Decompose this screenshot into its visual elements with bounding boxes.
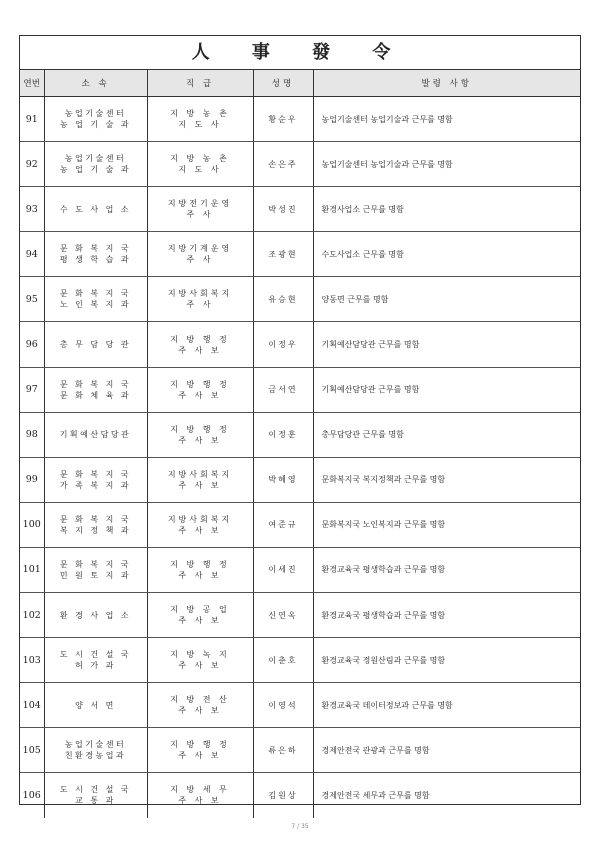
department-cell (44, 638, 147, 683)
table-row (20, 187, 580, 232)
table-row (20, 593, 580, 638)
name-cell: 이영석 (253, 683, 313, 728)
department-cell (44, 322, 147, 367)
table-row (20, 728, 580, 773)
department-cell (44, 547, 147, 592)
grade-line: 주 사 (186, 255, 214, 265)
table-row (20, 367, 580, 412)
table-row (20, 457, 580, 502)
department-line: 문 화 복 지 국 (59, 379, 132, 389)
grade-cell (147, 412, 253, 457)
header-serial: 연번 (20, 70, 44, 97)
document-title: 人 事 發 令 (20, 36, 580, 70)
serial-cell: 101 (20, 547, 44, 592)
department-cell (44, 97, 147, 142)
name-cell: 금서연 (253, 367, 313, 412)
name-cell: 유승현 (253, 277, 313, 322)
department-line: 농 업 기 술 과 (59, 120, 132, 130)
name-cell: 신연옥 (253, 593, 313, 638)
table-row (20, 773, 580, 818)
serial-cell: 103 (20, 638, 44, 683)
grade-line: 주 사 보 (178, 345, 222, 355)
grade-line: 지 방 농 촌 (170, 154, 230, 164)
department-line: 문 화 복 지 국 (59, 289, 132, 299)
grade-line: 지 방 행 정 (170, 740, 230, 750)
order-cell: 수도사업소 근무를 명함 (313, 232, 580, 277)
department-cell (44, 773, 147, 818)
department-line: 문 화 복 지 국 (59, 244, 132, 254)
department-line: 농업기술센터 (64, 740, 127, 750)
order-cell: 문화복지국 복지정책과 근무를 명함 (313, 457, 580, 502)
grade-cell (147, 728, 253, 773)
table-row (20, 97, 580, 142)
grade-line: 지방기계운영 (167, 244, 233, 254)
serial-cell: 97 (20, 367, 44, 412)
department-line: 농 업 기 술 과 (59, 165, 132, 175)
serial-cell: 93 (20, 187, 44, 232)
grade-cell (147, 593, 253, 638)
header-grade: 직 급 (147, 70, 253, 97)
department-cell (44, 457, 147, 502)
serial-cell: 105 (20, 728, 44, 773)
grade-line: 지 방 세 무 (170, 785, 230, 795)
grade-line: 주 사 (186, 210, 214, 220)
grade-cell (147, 367, 253, 412)
department-cell (44, 728, 147, 773)
grade-line: 지방사회복지 (167, 469, 233, 479)
grade-line: 주 사 보 (178, 525, 222, 535)
grade-cell (147, 232, 253, 277)
department-cell (44, 187, 147, 232)
table-row (20, 547, 580, 592)
grade-line: 주 사 보 (178, 751, 222, 761)
grade-line: 주 사 보 (178, 435, 222, 445)
department-line: 교 통 과 (75, 796, 116, 806)
name-cell: 박성진 (253, 187, 313, 232)
personnel-table (20, 70, 580, 818)
name-cell: 황순우 (253, 97, 313, 142)
department-cell (44, 412, 147, 457)
name-cell: 이세진 (253, 547, 313, 592)
table-row (20, 277, 580, 322)
grade-line: 주 사 보 (178, 706, 222, 716)
order-cell: 기획예산담당관 근무를 명함 (313, 367, 580, 412)
name-cell: 이정우 (253, 322, 313, 367)
order-cell: 총무담당관 근무를 명함 (313, 412, 580, 457)
table-row (20, 638, 580, 683)
grade-cell (147, 142, 253, 187)
department-line: 농업기술센터 (64, 109, 127, 119)
serial-cell: 102 (20, 593, 44, 638)
grade-cell (147, 97, 253, 142)
grade-cell (147, 187, 253, 232)
header-order: 발령 사항 (313, 70, 580, 97)
grade-line: 지 방 녹 지 (170, 650, 230, 660)
department-line: 문 화 체 육 과 (59, 390, 132, 400)
department-line: 도 시 건 설 국 (59, 785, 132, 795)
department-cell (44, 142, 147, 187)
department-cell (44, 367, 147, 412)
department-line: 복 지 정 책 과 (59, 525, 132, 535)
order-cell: 환경교육국 평생학습과 근무를 명함 (313, 547, 580, 592)
order-cell: 경제안전국 관광과 근무를 명함 (313, 728, 580, 773)
name-cell: 이춘호 (253, 638, 313, 683)
order-cell: 문화복지국 노인복지과 근무를 명함 (313, 502, 580, 547)
grade-line: 지 방 농 촌 (170, 109, 230, 119)
department-cell (44, 593, 147, 638)
grade-cell (147, 638, 253, 683)
serial-cell: 106 (20, 773, 44, 818)
serial-cell: 96 (20, 322, 44, 367)
grade-line: 지 방 공 업 (170, 605, 230, 615)
page-number: 7 / 35 (291, 823, 309, 830)
table-row (20, 502, 580, 547)
department-cell (44, 232, 147, 277)
name-cell: 박혜영 (253, 457, 313, 502)
department-line: 환 경 사 업 소 (59, 610, 132, 620)
department-cell (44, 502, 147, 547)
order-cell: 농업기술센터 농업기술과 근무를 명함 (313, 97, 580, 142)
serial-cell: 99 (20, 457, 44, 502)
department-line: 문 화 복 지 국 (59, 559, 132, 569)
department-line: 가 족 복 지 과 (59, 480, 132, 490)
department-line: 문 화 복 지 국 (59, 514, 132, 524)
department-line: 기획예산담당관 (59, 430, 132, 440)
grade-line: 지 방 행 정 (170, 424, 230, 434)
table-row (20, 412, 580, 457)
order-cell: 경제안전국 세무과 근무를 명함 (321, 790, 430, 800)
department-line: 평 생 학 습 과 (59, 255, 132, 265)
department-line: 총 무 담 당 관 (59, 340, 132, 350)
serial-cell: 100 (20, 502, 44, 547)
name-cell: 여준규 (253, 502, 313, 547)
grade-line: 지방전기운영 (167, 199, 233, 209)
serial-cell: 104 (20, 683, 44, 728)
grade-cell (147, 457, 253, 502)
grade-line: 지방사회복지 (167, 289, 233, 299)
order-cell: 양동면 근무를 명함 (313, 277, 580, 322)
grade-line: 주 사 보 (178, 390, 222, 400)
grade-line: 지 방 행 정 (170, 334, 230, 344)
grade-line: 지 방 행 정 (170, 379, 230, 389)
department-line: 허 가 과 (75, 661, 116, 671)
name-cell: 류은하 (253, 728, 313, 773)
serial-cell: 92 (20, 142, 44, 187)
order-cell: 환경교육국 평생학습과 근무를 명함 (313, 593, 580, 638)
department-line: 노 인 복 지 과 (59, 300, 132, 310)
name-cell: 이정훈 (253, 412, 313, 457)
department-line: 문 화 복 지 국 (59, 469, 132, 479)
serial-cell: 94 (20, 232, 44, 277)
grade-cell (147, 322, 253, 367)
grade-line: 주 사 (186, 300, 214, 310)
grade-line: 지 도 사 (178, 120, 222, 130)
grade-line: 지 방 행 정 (170, 559, 230, 569)
grade-line: 주 사 보 (178, 480, 222, 490)
grade-cell (147, 773, 253, 818)
name-cell: 손은주 (253, 142, 313, 187)
serial-cell: 91 (20, 97, 44, 142)
grade-cell (147, 277, 253, 322)
department-line: 농업기술센터 (64, 154, 127, 164)
department-line: 민 원 토 지 과 (59, 570, 132, 580)
document-frame (19, 35, 581, 805)
name-cell: 조광현 (253, 232, 313, 277)
table-row (20, 322, 580, 367)
table-row (20, 142, 580, 187)
department-line: 수 도 사 업 소 (59, 204, 132, 214)
department-cell (44, 277, 147, 322)
order-cell: 농업기술센터 농업기술과 근무를 명함 (313, 142, 580, 187)
table-row (20, 683, 580, 728)
grade-line: 주 사 보 (178, 661, 222, 671)
department-cell (44, 683, 147, 728)
order-cell: 환경사업소 근무를 명함 (313, 187, 580, 232)
header-name: 성명 (253, 70, 313, 97)
department-line: 친환경농업과 (64, 751, 127, 761)
grade-cell (147, 683, 253, 728)
grade-line: 주 사 보 (178, 796, 222, 806)
serial-cell: 95 (20, 277, 44, 322)
order-cell: 환경교육국 정원산림과 근무를 명함 (313, 638, 580, 683)
department-line: 도 시 건 설 국 (59, 650, 132, 660)
department-line: 양 서 면 (75, 700, 116, 710)
name-cell: 김원상 (253, 773, 313, 818)
order-cell: 환경교육국 데이터정보과 근무를 명함 (313, 683, 580, 728)
order-cell: 기획예산담당관 근무를 명함 (313, 322, 580, 367)
grade-line: 지방사회복지 (167, 514, 233, 524)
grade-cell (147, 502, 253, 547)
grade-line: 주 사 보 (178, 616, 222, 626)
grade-cell (147, 547, 253, 592)
grade-line: 지 방 전 산 (170, 695, 230, 705)
table-header-row (20, 70, 580, 97)
grade-line: 지 도 사 (178, 165, 222, 175)
grade-line: 주 사 보 (178, 570, 222, 580)
table-row (20, 232, 580, 277)
header-department: 소 속 (44, 70, 147, 97)
serial-cell: 98 (20, 412, 44, 457)
